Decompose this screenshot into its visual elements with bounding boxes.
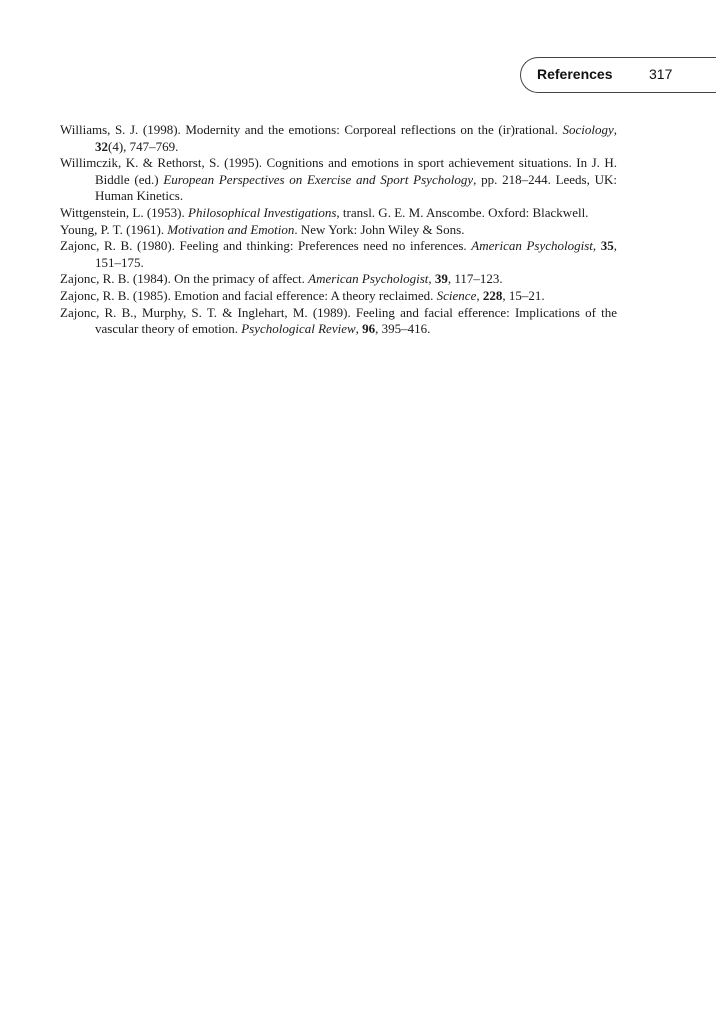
book-title: Philosophical Investigations: [188, 204, 337, 220]
reference-entry: [60, 205, 617, 222]
separator: ,: [476, 287, 483, 303]
separator: ,: [613, 122, 617, 137]
reference-tail: , transl. G. E. M. Anscombe. Oxford: Blackwell.: [336, 204, 589, 220]
journal-title: Psychological Review: [241, 321, 356, 337]
reference-text: Young, P. T. (1961).: [60, 221, 168, 237]
reference-entry: [60, 222, 617, 239]
reference-tail: , 117–123.: [447, 271, 503, 287]
journal-title: Science: [436, 287, 477, 303]
reference-text: Zajonc, R. B. (1980). Feeling and thinking: Preferences need no inferences.: [60, 238, 472, 254]
reference-text: Zajonc, R. B. (1984). On the primacy of affect.: [60, 271, 309, 287]
reference-tail: (4), 747–769.: [108, 138, 179, 154]
reference-text: Zajonc, R. B. (1985). Emotion and facial efference: A theory reclaimed.: [60, 287, 437, 303]
journal-title: American Psychologist: [308, 271, 429, 287]
page-number: 317: [649, 66, 673, 82]
reference-text: Wittgenstein, L. (1953).: [60, 204, 189, 220]
book-title: European Perspectives on Exercise and Sport Psychology: [163, 171, 474, 187]
reference-tail: , 395–416.: [375, 321, 431, 337]
reference-entry: [60, 122, 617, 155]
volume: 96: [362, 321, 376, 337]
separator: ,: [592, 238, 601, 254]
running-head: [520, 57, 716, 93]
reference-entry: [60, 155, 617, 205]
separator: ,: [428, 271, 435, 287]
reference-tail: , pp. 218–244. Leeds, UK: Human Kinetics.: [95, 171, 617, 204]
reference-tail: , 151–175.: [95, 238, 617, 270]
reference-entry: [60, 288, 617, 305]
reference-entry: [60, 305, 617, 338]
volume: 35: [600, 238, 614, 254]
journal-title: American Psychologist: [471, 238, 593, 254]
volume: 228: [482, 287, 503, 303]
reference-tail: . New York: John Wiley & Sons.: [294, 221, 465, 237]
reference-text: Williams, S. J. (1998). Modernity and the emotions: Corporeal reflections on the (ir)rational.: [60, 122, 563, 137]
reference-text: Willimczik, K. & Rethorst, S. (1995). Cognitions and emotions in sport achievement situations. In J. H. Biddle (ed.): [60, 155, 617, 187]
volume: 39: [434, 271, 448, 287]
reference-entry: [60, 271, 617, 288]
reference-text: Zajonc, R. B., Murphy, S. T. & Inglehart, M. (1989). Feeling and facial efference: Implications of the vascular theory of emotion.: [60, 304, 617, 337]
separator: ,: [355, 321, 363, 337]
running-head-title: References: [537, 66, 613, 82]
journal-title: Sociology: [562, 122, 614, 137]
reference-list: [60, 122, 617, 338]
reference-entry: [60, 238, 617, 271]
volume: 32: [95, 138, 108, 154]
book-title: Motivation and Emotion: [167, 221, 295, 237]
reference-tail: , 15–21.: [502, 287, 545, 303]
